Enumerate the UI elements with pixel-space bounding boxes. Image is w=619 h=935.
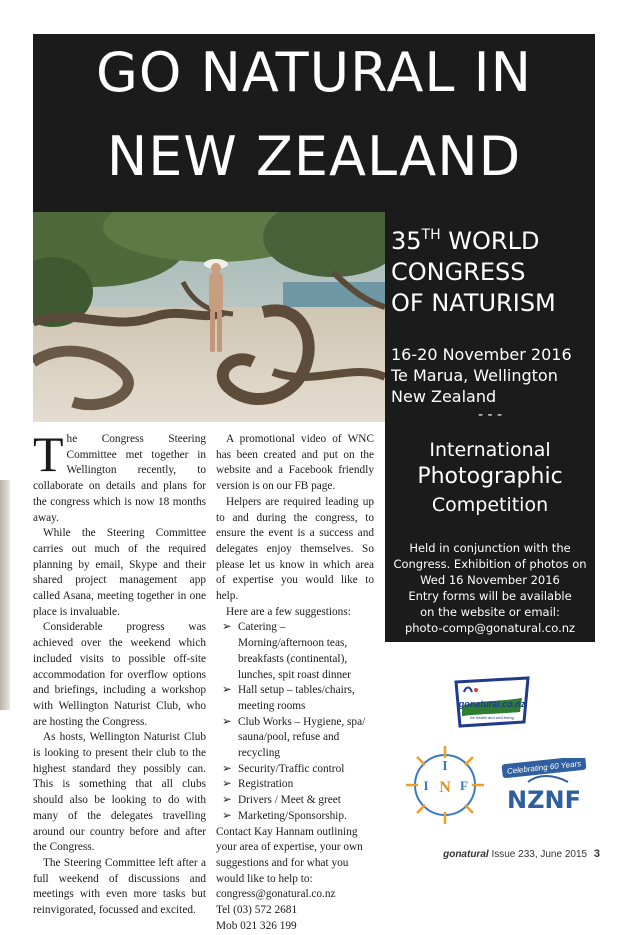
- list-item: [220, 777, 374, 793]
- beach-photo-illustration: [33, 212, 385, 422]
- suggestions-intro: Here are a few suggestions:: [226, 605, 351, 618]
- inf-letter-center: N: [439, 779, 451, 796]
- list-item: [220, 762, 374, 778]
- footer-issue: Issue 233, June 2015: [491, 849, 588, 860]
- inf-letter-left: I: [423, 778, 429, 793]
- list-item-text: Catering – Morning/afternoon teas, breakfasts (continental), lunches, spit roast dinner: [238, 621, 351, 681]
- inf-letter-top: I: [442, 759, 448, 774]
- contact-text: Contact Kay Hannam outlining your area of expertise, your own suggestions and for what you would like to help to:: [216, 825, 363, 885]
- congress-venue: Te Marua, Wellington: [391, 366, 558, 385]
- congress-info-panel: [385, 212, 595, 642]
- list-item-text: Security/Traffic control: [238, 762, 345, 775]
- list-item-text: Registration: [238, 778, 294, 791]
- drop-cap: T: [33, 426, 64, 482]
- list-item-text: Club Works – Hygiene, spa/ sauna/pool, refuse and recycling: [238, 715, 366, 760]
- competition-info-line: Entry forms will be available: [408, 589, 572, 603]
- contact-email[interactable]: congress@gonatural.co.nz: [216, 888, 336, 901]
- congress-heading-line-1: [391, 226, 591, 257]
- contact-mobile: Mob 021 326 199: [216, 919, 297, 932]
- list-item: [220, 715, 374, 762]
- article-paragraph: [33, 426, 206, 526]
- gonatural-logo: [452, 676, 532, 728]
- page-title-line-2: NEW ZEALAND: [106, 125, 522, 188]
- congress-number: 35: [391, 227, 422, 255]
- article-paragraph: The Steering Committee left after a full weekend of discussions and meetings with even more tasks but reinvigorated, focussed and excited.: [33, 856, 206, 917]
- list-item: [220, 620, 374, 683]
- congress-country: New Zealand: [391, 387, 497, 406]
- article-paragraph: A promotional video of WNC has been created and put on the website and a Facebook friendly version is on our FB page.: [216, 433, 374, 493]
- competition-title-line-2: Photographic: [417, 464, 563, 489]
- suggestions-list: [216, 620, 374, 824]
- page-footer: [0, 848, 600, 860]
- competition-info-line: on the website or email:: [420, 605, 560, 619]
- article-paragraph: Helpers are required leading up to and during the congress, to ensure the event is a success and delegates enjoy themselves. So please let us know in which area of expertise you would like to help.: [216, 495, 374, 603]
- arrow-bullet-icon: ➢: [222, 778, 232, 791]
- competition-email[interactable]: photo-comp@gonatural.co.nz: [404, 621, 576, 635]
- competition-info-line: Congress. Exhibition of photos on: [393, 557, 587, 571]
- gonatural-logo-text: gonatural.co.nz: [458, 699, 526, 709]
- contact-phone: Tel (03) 572 2681: [216, 904, 298, 917]
- gonatural-logo-tagline: for health and well-being: [470, 715, 514, 720]
- competition-info-line: Held in conjunction with the: [409, 541, 571, 555]
- page-edge-strip: [0, 480, 10, 710]
- congress-details: [391, 344, 591, 407]
- arrow-bullet-icon: ➢: [222, 762, 232, 775]
- list-item: [220, 793, 374, 809]
- article-paragraph: As hosts, Wellington Naturist Club is looking to present their club to the highest standard they possibly can. This is something that all clubs should also be looking to do with many of the delegates travelling around our country before and after the Congress.: [33, 731, 206, 854]
- page-number: 3: [593, 848, 600, 860]
- arrow-bullet-icon: ➢: [222, 809, 232, 822]
- arrow-bullet-icon: ➢: [222, 684, 232, 697]
- inf-letter-right: F: [460, 778, 468, 793]
- congress-heading-line-2: CONGRESS: [391, 258, 526, 286]
- congress-date: 16-20 November 2016: [391, 345, 572, 364]
- competition-title-line-1: International: [429, 439, 551, 461]
- list-item: [220, 809, 374, 825]
- nznf-logo-text: NZNF: [507, 786, 581, 814]
- list-item: [220, 683, 374, 714]
- article-column-1: [33, 426, 206, 919]
- list-item-text: Marketing/Sponsorship.: [238, 809, 347, 822]
- inf-fni-logo-graphic: [404, 744, 486, 826]
- competition-info-line: Wed 16 November 2016: [420, 573, 560, 587]
- congress-heading: [391, 226, 591, 319]
- arrow-bullet-icon: ➢: [222, 621, 232, 634]
- congress-heading-world: WORLD: [440, 227, 540, 255]
- competition-info: [389, 540, 591, 636]
- nznf-logo-graphic: [498, 758, 590, 816]
- congress-heading-line-3: OF NATURISM: [391, 289, 556, 317]
- gonatural-logo-graphic: [452, 676, 532, 728]
- page-title-line-1: GO NATURAL IN: [95, 41, 532, 104]
- beach-photo: [33, 212, 385, 422]
- arrow-bullet-icon: ➢: [222, 715, 232, 728]
- article-paragraph-text: he Congress Steering Committee met together in Wellington recently, to collaborate on details and plans for the congress which is now 18 months away.: [33, 433, 206, 524]
- nznf-banner-text: Celebrating 60 Years: [506, 759, 582, 776]
- panel-separator: - - -: [477, 407, 503, 423]
- nznf-logo: [498, 758, 590, 816]
- inf-fni-logo: [404, 744, 486, 826]
- arrow-bullet-icon: ➢: [222, 794, 232, 807]
- article-paragraph: Considerable progress was achieved over the weekend which included visits to possible off-site accommodation for overflow options and briefings, including a workshop with Wellington Naturist Club, who are hosting the Congress.: [33, 621, 206, 728]
- list-item-text: Drivers / Meet & greet: [238, 794, 341, 807]
- article-paragraph: While the Steering Committee carries out much of the required planning by email, Skype and their shared project management app called Asana, meeting together in one place is invaluable.: [33, 527, 206, 618]
- title-banner: [33, 34, 595, 212]
- congress-number-suffix: TH: [421, 227, 441, 243]
- footer-brand: gonatural: [443, 849, 489, 860]
- list-item-text: Hall setup – tables/chairs, meeting rooms: [238, 684, 355, 712]
- competition-title-line-3: Competition: [431, 494, 549, 516]
